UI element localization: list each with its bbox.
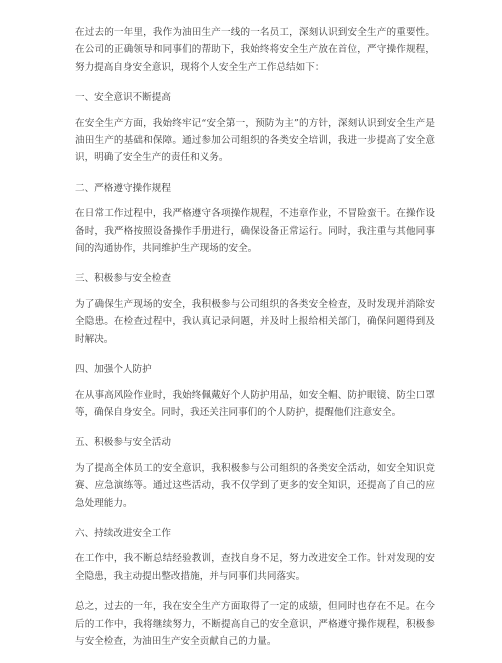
section-heading-5: 五、积极参与安全活动 — [75, 437, 171, 449]
intro-paragraph: 在过去的一年里，我作为油田生产一线的一名员工，深刻认识到安全生产的重要性。在公司的正确领导和同事们的帮助下，我始终将安全生产放在首位，严守操作规程，努力提高自身安全意识，现将个人安全生产工作总结如下： — [75, 27, 435, 73]
section-heading-4: 四、加强个人防护 — [75, 364, 152, 376]
section-body-6: 在工作中，我不断总结经验教训，查找自身不足，努力改进安全工作。针对发现的安全隐患，我主动提出整改措施，并与同事们共同落实。 — [75, 553, 435, 582]
section-heading-6: 六、持续改进安全工作 — [75, 527, 171, 539]
conclusion-paragraph: 总之，过去的一年，我在安全生产方面取得了一定的成绩，但同时也存在不足。在今后的工作中，我将继续努力，不断提高自己的安全意识，严格遵守操作规程，积极参与安全检查，为油田生产安全贡献自己的力量。 — [75, 601, 435, 647]
section-body-2: 在日常工作过程中，我严格遵守各项操作规程，不违章作业，不冒险蛮干。在操作设备时，我严格按照设备操作手册进行，确保设备正常运行。同时，我注重与其他同事间的沟通协作，共同维护生产现场的安全。 — [75, 208, 435, 255]
section-body-4: 在从事高风险作业时，我始终佩戴好个人防护用品，如安全帽、防护眼镜、防尘口罩等，确保自身安全。同时，我还关注同事们的个人防护，提醒他们注意安全。 — [75, 389, 435, 418]
section-heading-2: 二、严格遵守操作规程 — [75, 182, 171, 194]
document-page — [75, 24, 435, 663]
section-heading-1: 一、安全意识不断提高 — [75, 92, 171, 104]
section-body-3: 为了确保生产现场的安全，我积极参与公司组织的各类安全检查，及时发现并消除安全隐患。在检查过程中，我认真记录问题，并及时上报给相关部门，确保问题得到及时解决。 — [75, 298, 435, 345]
section-body-5: 为了提高全体员工的安全意识，我积极参与公司组织的各类安全活动，如安全知识竞赛、应急演练等。通过这些活动，我不仅学到了更多的安全知识，还提高了自己的应急处理能力。 — [75, 462, 435, 509]
section-heading-3: 三、积极参与安全检查 — [75, 273, 171, 285]
section-body-1: 在安全生产方面，我始终牢记“安全第一，预防为主”的方针，深刻认识到安全生产是油田生产的基础和保障。通过参加公司组织的各类安全培训，我进一步提高了安全意识，明确了安全生产的责任和义务。 — [75, 117, 435, 164]
